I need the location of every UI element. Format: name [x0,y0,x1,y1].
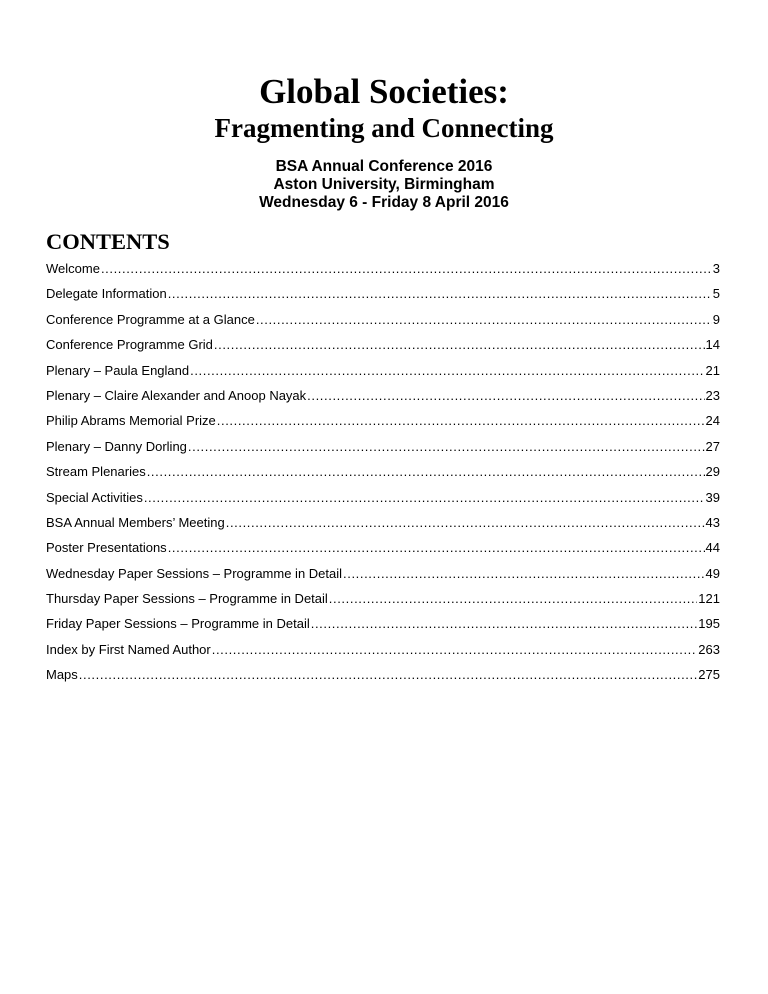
toc-entry-label: Index by First Named Author [46,641,211,657]
toc-entry-label: Stream Plenaries [46,464,146,480]
toc-entry-label: Friday Paper Sessions – Programme in Detail [46,616,310,632]
toc-page-number: 275 [698,667,720,683]
toc-page-number: 263 [698,641,720,657]
toc-entry-maps[interactable] [46,666,720,683]
toc-dot-leader [214,336,705,353]
toc-entry-label: Maps [46,667,78,683]
toc-entry-wednesday-sessions[interactable] [46,565,720,582]
toc-page-number: 195 [698,616,720,632]
document-title: Global Societies: [259,72,509,111]
toc-entry-abrams-prize[interactable] [46,412,720,429]
toc-dot-leader [343,565,705,582]
toc-dot-leader [190,362,704,379]
toc-dot-leader [307,387,704,404]
toc-entry-label: Poster Presentations [46,540,167,556]
toc-entry-plenary-danny-dorling[interactable] [46,438,720,455]
toc-dot-leader [79,666,698,683]
toc-entry-label: Conference Programme at a Glance [46,311,255,327]
toc-dot-leader [212,641,698,658]
toc-dot-leader [188,438,705,455]
toc-entry-label: Plenary – Claire Alexander and Anoop Nayak [46,387,307,403]
toc-entry-welcome[interactable] [46,260,720,277]
toc-entry-label: Plenary – Paula England [46,362,190,378]
toc-entry-thursday-sessions[interactable] [46,590,720,607]
toc-page-number: 24 [705,413,720,429]
toc-entry-label: Thursday Paper Sessions – Programme in Detail [46,591,328,607]
toc-page-number: 44 [705,540,720,556]
toc-entry-label: Conference Programme Grid [46,337,213,353]
conference-dates: Wednesday 6 - Friday 8 April 2016 [259,194,509,211]
toc-entry-plenary-alexander-nayak[interactable] [46,387,720,404]
toc-page-number: 49 [705,565,720,581]
toc-entry-poster-presentations[interactable] [46,539,720,556]
toc-entry-label: Plenary – Danny Dorling [46,438,187,454]
conference-venue: Aston University, Birmingham [273,176,495,193]
toc-entry-label: Delegate Information [46,286,167,302]
toc-page-number: 21 [705,362,720,378]
toc-dot-leader [217,412,705,429]
toc-entry-plenary-paula-england[interactable] [46,362,720,379]
toc-page-number: 5 [712,286,720,302]
toc-dot-leader [256,311,712,328]
document-subtitle: Fragmenting and Connecting [214,113,554,143]
toc-page-number: 29 [705,464,720,480]
toc-dot-leader [101,260,712,277]
toc-dot-leader [147,463,705,480]
toc-page-number: 121 [698,591,720,607]
toc-entry-label: Wednesday Paper Sessions – Programme in Detail [46,565,343,581]
toc-dot-leader [311,615,698,632]
toc-entry-friday-sessions[interactable] [46,615,720,632]
toc-dot-leader [329,590,698,607]
toc-entry-programme-grid[interactable] [46,336,720,353]
toc-page-number: 14 [705,337,720,353]
toc-entry-label: Special Activities [46,489,143,505]
table-of-contents [46,260,720,692]
contents-heading: CONTENTS [46,229,170,254]
toc-dot-leader [168,539,705,556]
toc-entry-author-index[interactable] [46,641,720,658]
toc-entry-label: BSA Annual Members’ Meeting [46,514,225,530]
toc-entry-programme-at-a-glance[interactable] [46,311,720,328]
toc-entry-label: Philip Abrams Memorial Prize [46,413,216,429]
toc-entry-special-activities[interactable] [46,489,720,506]
toc-page-number: 9 [712,311,720,327]
toc-page-number: 23 [705,387,720,403]
toc-page-number: 43 [705,514,720,530]
conference-name: BSA Annual Conference 2016 [275,158,493,175]
toc-entry-delegate-information[interactable] [46,285,720,302]
toc-page-number: 39 [705,489,720,505]
toc-dot-leader [168,285,712,302]
toc-entry-stream-plenaries[interactable] [46,463,720,480]
toc-dot-leader [144,489,705,506]
toc-dot-leader [226,514,705,531]
toc-entry-label: Welcome [46,261,100,276]
toc-page-number: 27 [705,438,720,454]
toc-entry-members-meeting[interactable] [46,514,720,531]
toc-page-number: 3 [712,261,720,276]
